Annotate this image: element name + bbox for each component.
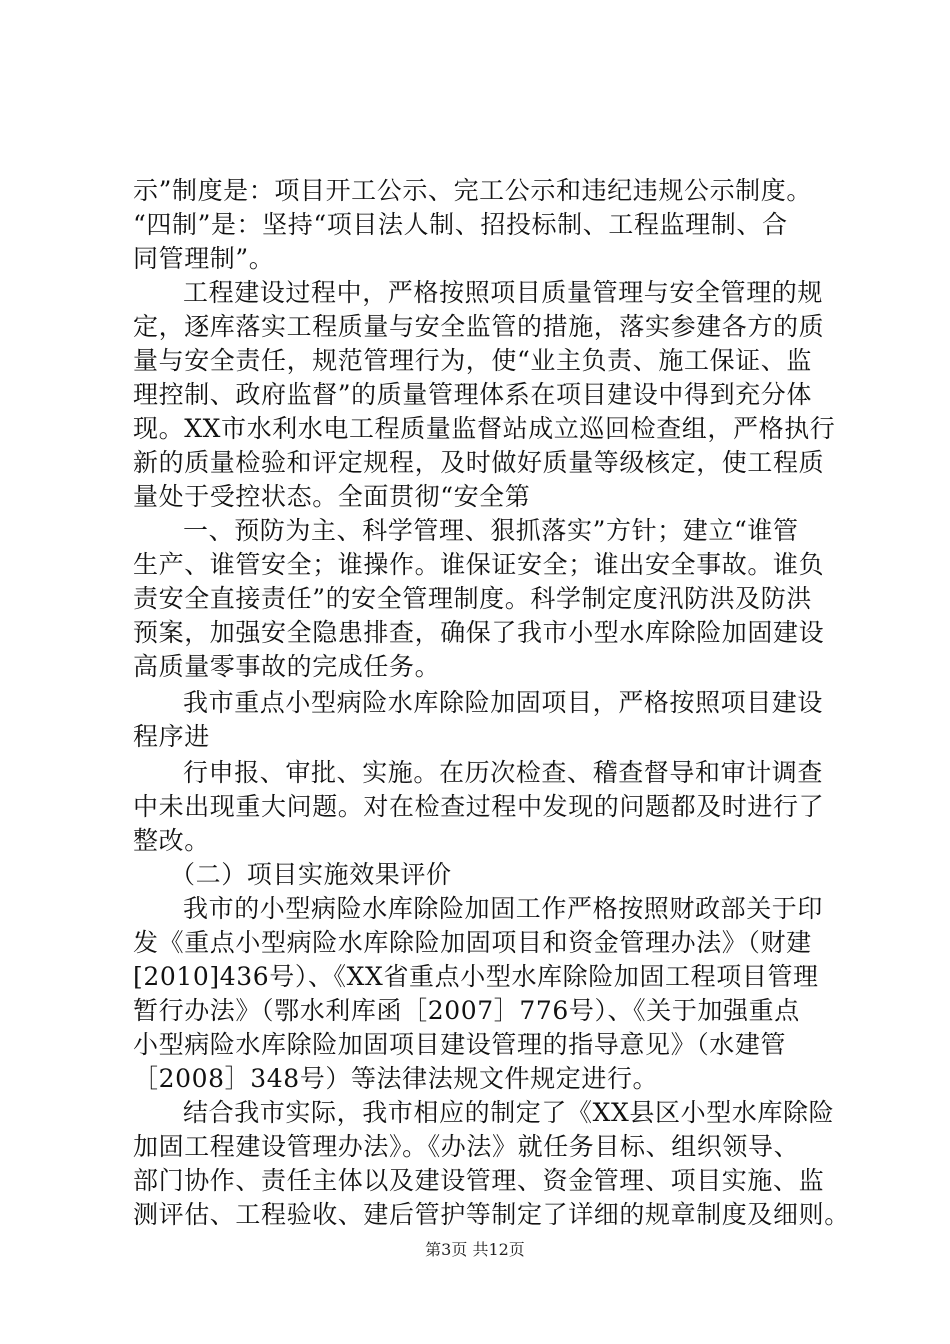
text-line-24: [2010]436号）、《XX省重点小型水库除险加固工程项目管理 xyxy=(133,962,819,991)
text-line-25: 暂行办法》（鄂水利库函［2007］776号）、《关于加强重点 xyxy=(133,996,800,1025)
text-line-4: 工程建设过程中，严格按照项目质量管理与安全管理的规 xyxy=(183,278,824,307)
text-line-1: 示”制度是：项目开工公示、完工公示和违纪违规公示制度。 xyxy=(133,176,812,205)
text-line-17: 程序进 xyxy=(133,722,210,751)
text-line-3: 同管理制”。 xyxy=(133,244,275,273)
section-heading: （二）项目实施效果评价 xyxy=(170,860,452,889)
text-line-16: 我市重点小型病险水库除险加固项目，严格按照项目建设 xyxy=(183,688,824,717)
text-line-28: 结合我市实际，我市相应的制定了《XX县区小型水库除险 xyxy=(183,1098,835,1127)
text-line-9: 新的质量检验和评定规程，及时做好质量等级核定，使工程质 xyxy=(133,448,825,477)
text-line-7: 理控制、政府监督”的质量管理体系在项目建设中得到充分体 xyxy=(133,380,812,409)
text-line-27: ［2008］348号）等法律法规文件规定进行。 xyxy=(133,1064,659,1093)
text-line-12: 生产、谁管安全；谁操作。谁保证安全；谁出安全事故。谁负 xyxy=(133,550,825,579)
text-line-31: 测评估、工程验收、建后管护等制定了详细的规章制度及细则。 xyxy=(133,1200,850,1229)
text-line-6: 量与安全责任，规范管理行为，使“业主负责、施工保证、监 xyxy=(133,346,812,375)
text-line-5: 定，逐库落实工程质量与安全监管的措施，落实参建各方的质 xyxy=(133,312,825,341)
text-line-23: 发《重点小型病险水库除险加固项目和资金管理办法》（财建 xyxy=(133,928,812,957)
page-footer: 第3页 共12页 xyxy=(425,1240,525,1259)
text-line-22: 我市的小型病险水库除险加固工作严格按照财政部关于印 xyxy=(183,894,824,923)
text-line-2: “四制”是：坚持“项目法人制、招投标制、工程监理制、合 xyxy=(133,210,788,239)
text-line-29: 加固工程建设管理办法》。《办法》就任务目标、组织领导、 xyxy=(133,1132,800,1161)
text-line-20: 整改。 xyxy=(133,826,210,855)
text-line-13: 责安全直接责任”的安全管理制度。科学制定度汛防洪及防洪 xyxy=(133,584,812,613)
text-line-18: 行申报、审批、实施。在历次检查、稽查督导和审计调查 xyxy=(183,758,824,787)
text-line-8: 现。XX市水利水电工程质量监督站成立巡回检查组，严格执行 xyxy=(133,414,836,443)
text-line-19: 中未出现重大问题。对在检查过程中发现的问题都及时进行了 xyxy=(133,792,825,821)
text-line-10: 量处于受控状态。全面贯彻“安全第 xyxy=(133,482,531,511)
text-line-30: 部门协作、责任主体以及建设管理、资金管理、项目实施、监 xyxy=(133,1166,825,1195)
text-line-15: 高质量零事故的完成任务。 xyxy=(133,652,441,681)
text-line-14: 预案，加强安全隐患排查，确保了我市小型水库除险加固建设 xyxy=(133,618,825,647)
text-line-11: 一、预防为主、科学管理、狠抓落实”方针；建立“谁管 xyxy=(183,516,799,545)
text-line-26: 小型病险水库除险加固项目建设管理的指导意见》（水建管 xyxy=(133,1030,787,1059)
